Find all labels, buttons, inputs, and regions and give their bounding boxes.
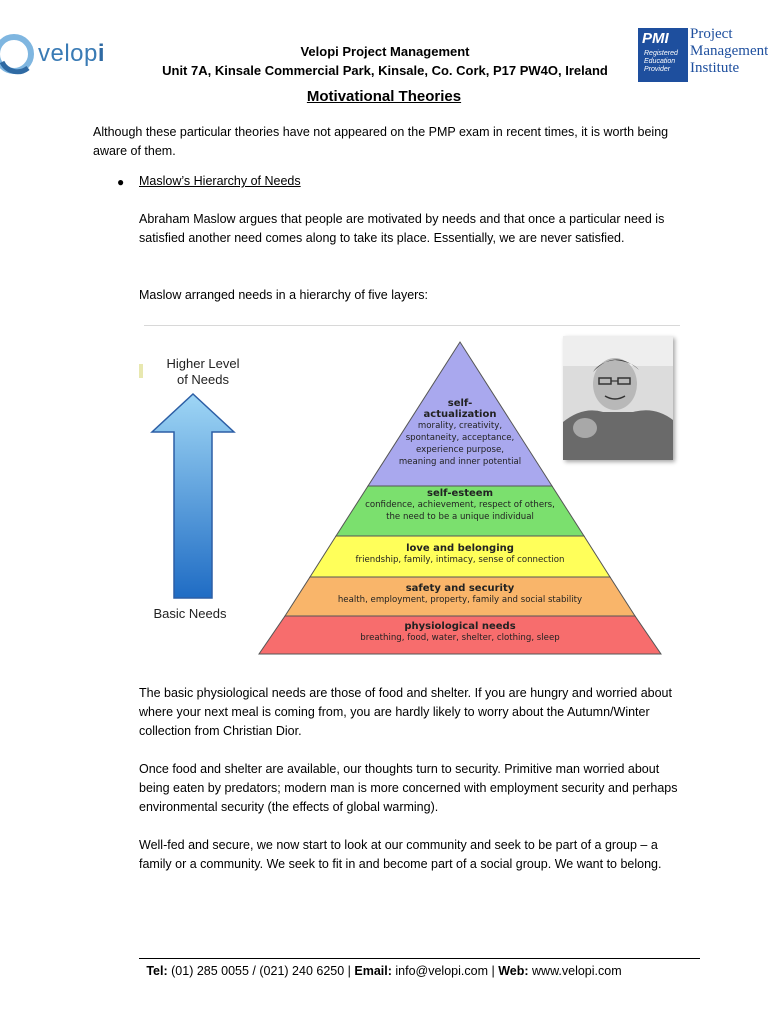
level-desc: morality, creativity, bbox=[417, 421, 503, 431]
logo-text: velop bbox=[38, 40, 98, 67]
level-desc: spontaneity, acceptance, bbox=[405, 433, 515, 443]
paragraph-2: Maslow arranged needs in a hierarchy of five layers: bbox=[139, 288, 429, 302]
higher-level-label bbox=[148, 356, 258, 388]
pmi-name-line3: Institute bbox=[690, 60, 740, 76]
level-title: physiological needs bbox=[404, 621, 516, 632]
web-link[interactable]: www.velopi.com bbox=[532, 964, 622, 978]
higher-level-line2: of Needs bbox=[176, 372, 230, 387]
level-title: love and belonging bbox=[406, 543, 514, 554]
pmi-mark-icon: PMI bbox=[642, 30, 669, 47]
bullet-icon: ● bbox=[117, 175, 125, 189]
level-desc: meaning and inner potential bbox=[398, 457, 522, 467]
higher-level-line1: Higher Level bbox=[166, 356, 240, 371]
email-label: Email: bbox=[354, 964, 392, 978]
figure-divider bbox=[144, 325, 680, 326]
pmi-badge bbox=[638, 28, 688, 82]
pmi-badge-line2: Education bbox=[644, 58, 676, 65]
footer-contact bbox=[0, 964, 768, 978]
level-safety-text bbox=[290, 583, 630, 606]
level-title: actualization bbox=[423, 409, 497, 420]
velopi-logo bbox=[0, 32, 130, 80]
level-desc: breathing, food, water, shelter, clothing, sleep bbox=[360, 633, 560, 643]
portrait-photo-icon bbox=[563, 336, 673, 460]
pmi-badge-line1: Registered bbox=[644, 50, 678, 57]
level-desc: experience purpose, bbox=[415, 445, 504, 455]
paragraph-4: Once food and shelter are available, our thoughts turn to security. Primitive man worried about being eaten by predators; modern man is more concerned with employment security and perhaps environmental security (the effects of global warming). bbox=[139, 762, 678, 814]
maslow-portrait bbox=[563, 336, 673, 460]
pmi-badge-line3: Provider bbox=[644, 66, 671, 73]
email-link[interactable]: info@velopi.com bbox=[395, 964, 488, 978]
bullet-heading: Maslow’s Hierarchy of Needs bbox=[139, 174, 301, 188]
level-love-text bbox=[310, 543, 610, 566]
paragraph-5: Well-fed and secure, we now start to look at our community and seek to be part of a group – a family or a community. We seek to fit in and become part of a social group. We want to belong. bbox=[139, 838, 662, 871]
footer-divider bbox=[139, 958, 700, 959]
paragraph-1: Abraham Maslow argues that people are motivated by needs and that once a particular need is satisfied another need comes along to take its place. Essentially, we are never satisfied. bbox=[139, 212, 665, 245]
intro-paragraph: Although these particular theories have not appeared on the PMP exam in recent times, it is worth being aware of them. bbox=[93, 125, 669, 158]
level-self-actualization-text bbox=[360, 398, 560, 468]
tel-label: Tel: bbox=[146, 964, 168, 978]
level-physiological-text bbox=[290, 621, 630, 644]
level-desc: the need to be a unique individual bbox=[386, 512, 534, 522]
web-label: Web: bbox=[498, 964, 529, 978]
org-block bbox=[150, 42, 620, 80]
up-arrow-icon bbox=[150, 392, 236, 602]
level-desc: friendship, family, intimacy, sense of connection bbox=[355, 555, 565, 565]
level-title: self-esteem bbox=[427, 488, 493, 499]
level-self-esteem-text bbox=[320, 488, 600, 523]
org-address: Unit 7A, Kinsale Commercial Park, Kinsale, Co. Cork, P17 PW4O, Ireland bbox=[162, 63, 608, 78]
basic-needs-label: Basic Needs bbox=[153, 606, 227, 621]
level-desc: confidence, achievement, respect of others, bbox=[365, 500, 555, 510]
paragraph-3: The basic physiological needs are those of food and shelter. If you are hungry and worried about where your next meal is coming from, you are hardly likely to worry about the Autumn/Winter collection from Christian Dior. bbox=[139, 686, 672, 738]
footer-separator: | bbox=[347, 964, 351, 978]
page-title: Motivational Theories bbox=[306, 88, 462, 105]
pmi-name-line2: Management bbox=[690, 43, 768, 59]
level-title: self- bbox=[447, 398, 473, 409]
level-desc: health, employment, property, family and social stability bbox=[337, 595, 583, 605]
pmi-name-line1: Project bbox=[690, 26, 733, 42]
figure-mark bbox=[139, 364, 143, 378]
org-name: Velopi Project Management bbox=[300, 44, 470, 59]
velopi-swirl-icon bbox=[0, 32, 40, 80]
tel-value: (01) 285 0055 / (021) 240 6250 bbox=[171, 964, 345, 978]
pmi-logo bbox=[634, 26, 768, 84]
logo-accent: i bbox=[97, 40, 106, 67]
level-title: safety and security bbox=[405, 583, 515, 594]
footer-separator: | bbox=[491, 964, 495, 978]
